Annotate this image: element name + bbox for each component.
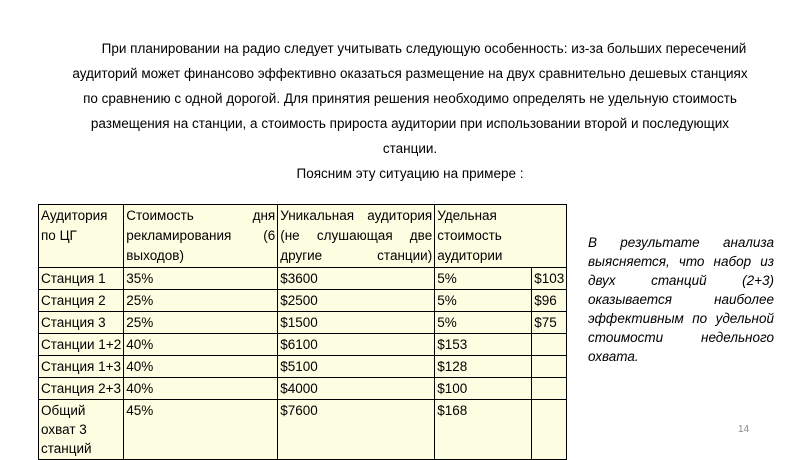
conclusion-note: В результате анализа выясняется, что набор из двух станций (2+3) оказывается наиболее эффективным по удельной стоимости недельного охвата. [588, 235, 774, 364]
cell-cost: $1500 [278, 312, 435, 334]
cell-unit-cost [532, 334, 567, 356]
table-row [39, 290, 567, 312]
cell-station: Станция 1+3 [39, 356, 124, 378]
cell-unique: $128 [435, 356, 532, 378]
example-line: Поясним эту ситуацию на примере : [296, 166, 524, 181]
cell-audience: 40% [124, 334, 278, 356]
table-row [39, 400, 567, 460]
cell-cost: $5100 [278, 356, 435, 378]
cell-unit-cost: $103 [532, 268, 567, 290]
cell-unique: $153 [435, 334, 532, 356]
table-row [39, 378, 567, 400]
cell-station: Общий охват 3 станций [39, 400, 124, 460]
cell-unique: 5% [435, 290, 532, 312]
cell-cost: $3600 [278, 268, 435, 290]
cell-unit-cost [532, 400, 567, 460]
intro-text [70, 36, 750, 186]
cell-unit-cost: $75 [532, 312, 567, 334]
audience-cost-table [38, 204, 567, 460]
cell-unit-cost: $96 [532, 290, 567, 312]
cell-unique: 5% [435, 268, 532, 290]
header-unit-cost: Удельная стоимость аудитории [435, 205, 567, 268]
intro-paragraph: При планировании на радио следует учитывать следующую особенность: из-за больших пересечений аудиторий может финансово эффективно оказаться размещение на двух сравнительно дешевых станциях по сравнению с одной дорогой. Для принятия решения необходимо определять не удельную стоимость размещения на станции, а стоимость прироста аудитории при использовании второй и последующих станции. [72, 41, 748, 156]
cell-station: Станция 2 [39, 290, 124, 312]
cell-unit-cost [532, 378, 567, 400]
table-row [39, 334, 567, 356]
cell-unit-cost [532, 356, 567, 378]
cell-audience: 45% [124, 400, 278, 460]
cell-cost: $7600 [278, 400, 435, 460]
header-daily-cost: Стоимость дня рекламирования (6 выходов) [124, 205, 278, 268]
table-row [39, 356, 567, 378]
header-unique-audience: Уникальная аудитория (не слушающая две другие станции) [278, 205, 435, 268]
page-number: 14 [738, 424, 750, 435]
table-row [39, 268, 567, 290]
cell-audience: 35% [124, 268, 278, 290]
cell-audience: 25% [124, 290, 278, 312]
cell-cost: $4000 [278, 378, 435, 400]
cell-station: Станция 3 [39, 312, 124, 334]
cell-cost: $2500 [278, 290, 435, 312]
cell-audience: 40% [124, 356, 278, 378]
cell-audience: 40% [124, 378, 278, 400]
cell-cost: $6100 [278, 334, 435, 356]
cell-station: Станция 1 [39, 268, 124, 290]
cell-unique: $168 [435, 400, 532, 460]
header-audience: Аудитория по ЦГ [39, 205, 124, 268]
cell-unique: $100 [435, 378, 532, 400]
table-row [39, 312, 567, 334]
table-header-row [39, 205, 567, 268]
cell-unique: 5% [435, 312, 532, 334]
cell-station: Станции 1+2 [39, 334, 124, 356]
cell-station: Станция 2+3 [39, 378, 124, 400]
cell-audience: 25% [124, 312, 278, 334]
